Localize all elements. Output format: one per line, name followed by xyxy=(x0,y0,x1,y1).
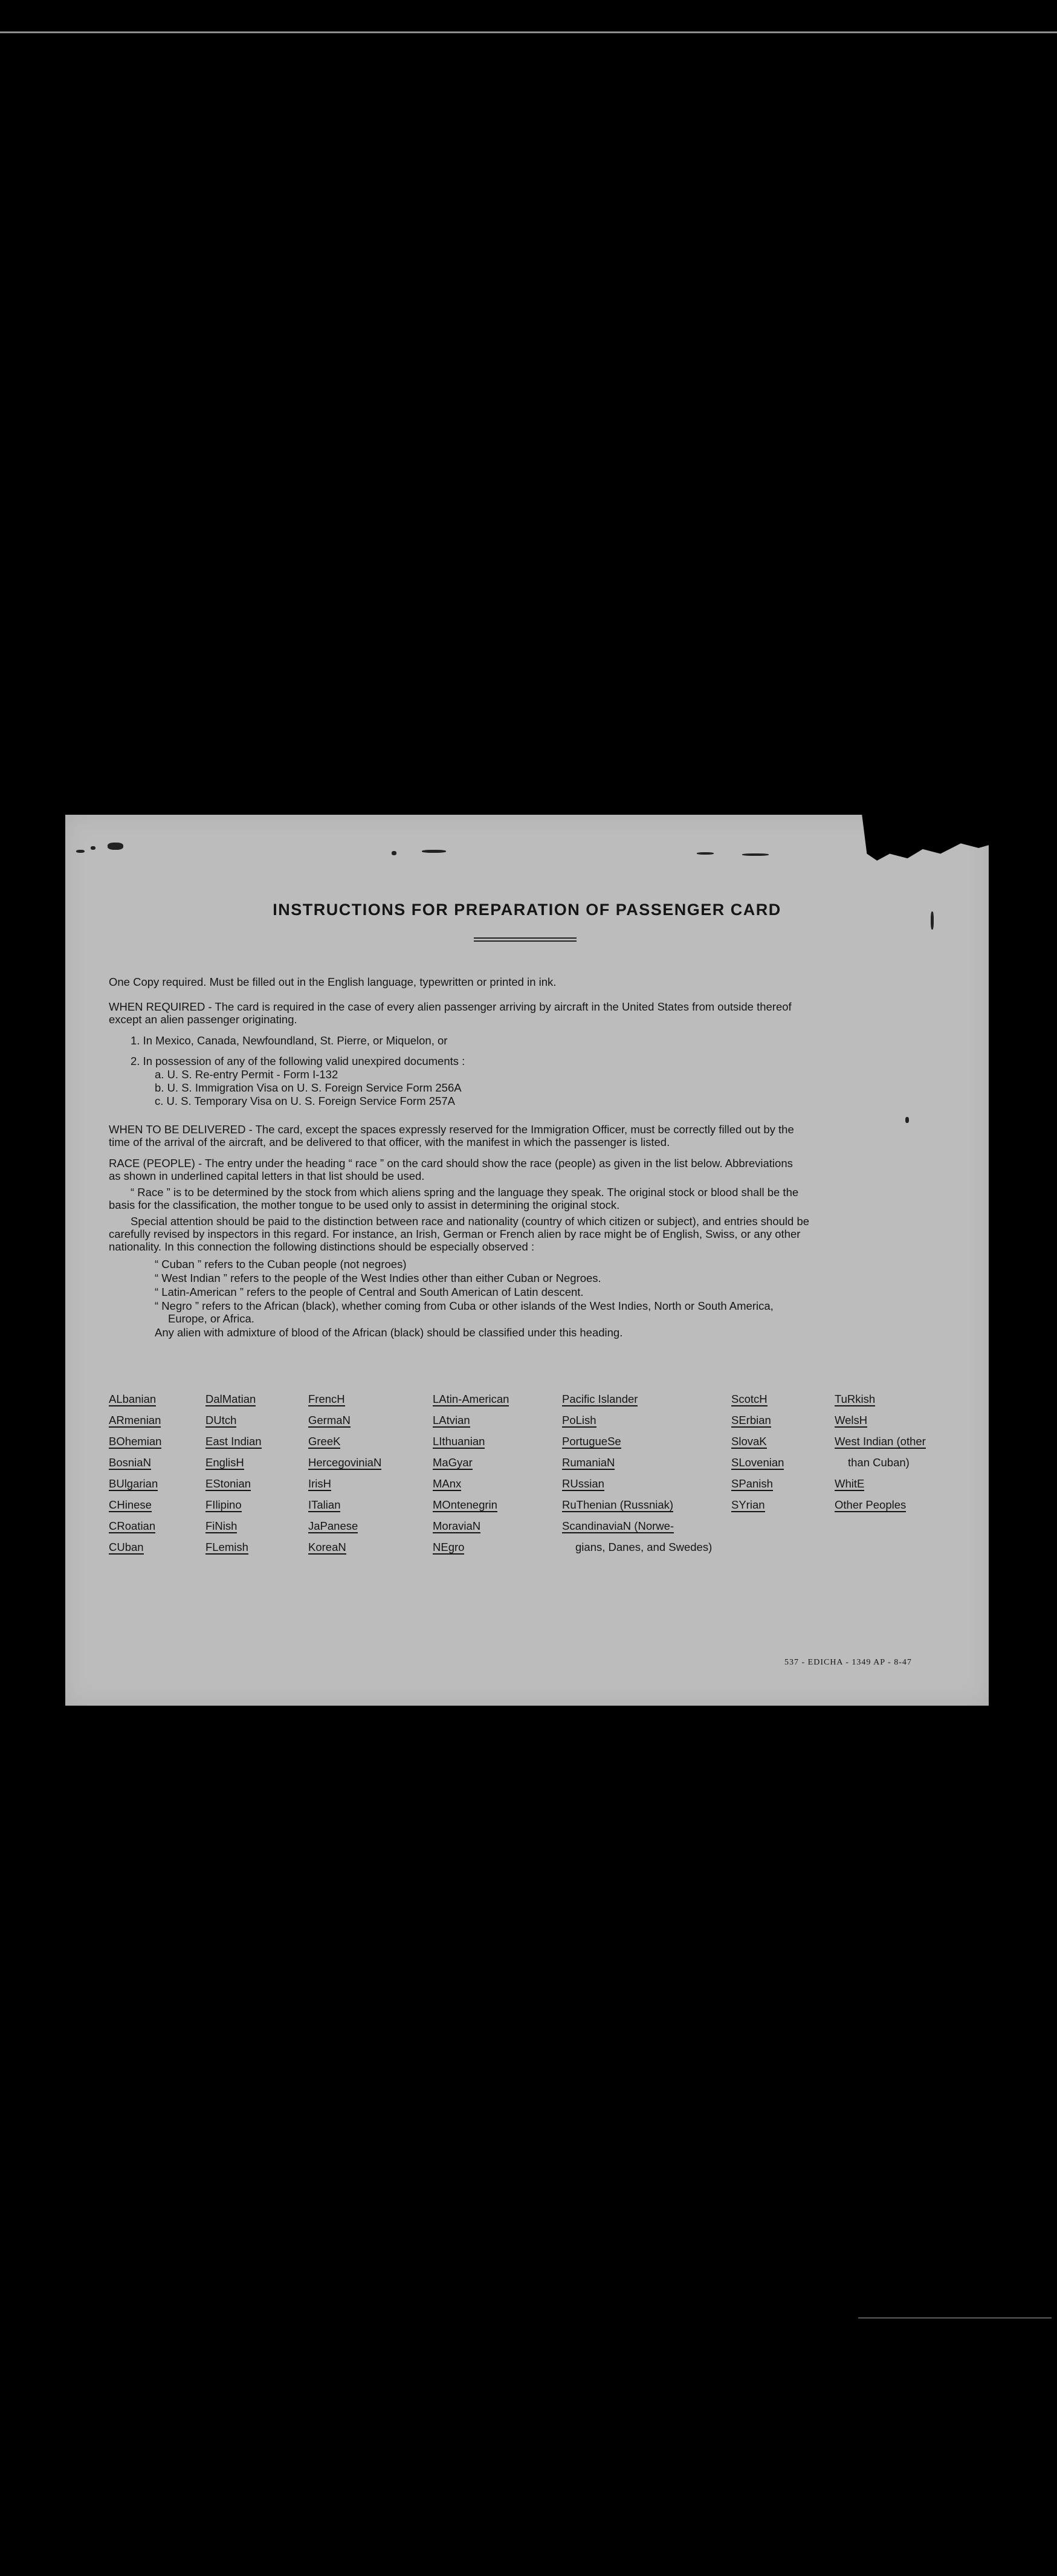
race-entry: GermaN xyxy=(308,1414,351,1426)
race-entry: NEgro xyxy=(433,1541,465,1553)
race-entry: CRoatian xyxy=(109,1519,156,1532)
race-entry: ScandinaviaN (Norwe- xyxy=(562,1519,674,1532)
race-entry: TuRkish xyxy=(835,1393,876,1405)
definition-west-indian: “ West Indian ” refers to the people of the West Indies other than either Cuban or Negroes. xyxy=(155,1272,601,1284)
race-entry: MoraviaN xyxy=(433,1519,481,1532)
admixture-note: Any alien with admixture of blood of the African (black) should be classified under this heading. xyxy=(155,1326,623,1339)
race-column-1 xyxy=(109,1393,161,1562)
race-entry: RUssian xyxy=(562,1477,604,1490)
race-entry: CHinese xyxy=(109,1498,152,1511)
race-definition-line-2: basis for the classification, the mother tongue to be used only to assist in determining the original stock. xyxy=(109,1199,620,1211)
requirement-item-2a: a. U. S. Re-entry Permit - Form I-132 xyxy=(155,1068,338,1081)
requirement-item-1: 1. In Mexico, Canada, Newfoundland, St. Pierre, or Miquelon, or xyxy=(131,1034,448,1047)
race-entry: WhitE xyxy=(835,1477,865,1490)
when-delivered-line-1: WHEN TO BE DELIVERED - The card, except the spaces expressly reserved for the Immigration Officer, must be correctly filled out by the xyxy=(109,1123,794,1136)
scan-speck xyxy=(91,846,95,850)
race-entry: East Indian xyxy=(205,1435,262,1448)
race-entry: JaPanese xyxy=(308,1519,358,1532)
race-entry: SPanish xyxy=(731,1477,773,1490)
race-entry: SYrian xyxy=(731,1498,765,1511)
race-entry: KoreaN xyxy=(308,1541,346,1553)
race-entry: FLemish xyxy=(205,1541,248,1553)
race-entry-continuation: gians, Danes, and Swedes) xyxy=(575,1541,713,1553)
requirement-item-2b: b. U. S. Immigration Visa on U. S. Foreign Service Form 256A xyxy=(155,1081,462,1094)
definition-negro-line-1: “ Negro ” refers to the African (black), whether coming from Cuba or other islands of the West Indies, North or South America, xyxy=(155,1299,774,1312)
when-required-line-1: WHEN REQUIRED - The card is required in the case of every alien passenger arriving by aircraft in the United States from outside thereof xyxy=(109,1000,792,1013)
race-entry: MAnx xyxy=(433,1477,462,1490)
race-entry: EnglisH xyxy=(205,1456,244,1469)
race-entry: ScotcH xyxy=(731,1393,768,1405)
race-entry: DUtch xyxy=(205,1414,237,1426)
race-entry: IrisH xyxy=(308,1477,332,1490)
document-title: INSTRUCTIONS FOR PREPARATION OF PASSENGER CARD xyxy=(273,901,781,919)
race-entry: BOhemian xyxy=(109,1435,162,1448)
scan-speck xyxy=(697,852,714,855)
scan-speck xyxy=(76,850,85,853)
race-entry: ALbanian xyxy=(109,1393,157,1405)
race-entry: MOntenegrin xyxy=(433,1498,497,1511)
requirement-item-2: 2. In possession of any of the following valid unexpired documents : xyxy=(131,1055,465,1067)
race-entry: Other Peoples xyxy=(835,1498,907,1511)
scan-speck xyxy=(905,1117,909,1123)
special-attention-line-2: carefully revised by inspectors in this regard. For instance, an Irish, German or French alien by race might be of English, Swiss, or any other xyxy=(109,1228,801,1240)
scan-scratch xyxy=(858,2317,1052,2319)
race-column-4 xyxy=(433,1393,509,1562)
definition-cuban: “ Cuban ” refers to the Cuban people (not negroes) xyxy=(155,1258,407,1270)
race-entry: PoLish xyxy=(562,1414,596,1426)
race-entry: FIlipino xyxy=(205,1498,242,1511)
torn-corner xyxy=(862,814,989,871)
race-entry: DalMatian xyxy=(205,1393,256,1405)
race-entry: West Indian (other xyxy=(835,1435,926,1448)
race-entry: PortugueSe xyxy=(562,1435,621,1448)
scan-speck xyxy=(108,843,123,850)
race-definition-line-1: “ Race ” is to be determined by the stock from which aliens spring and the language they speak. The original stock or blood shall be the xyxy=(131,1186,799,1199)
race-column-3 xyxy=(308,1393,381,1562)
race-column-6 xyxy=(731,1393,784,1519)
race-entry: LIthuanian xyxy=(433,1435,485,1448)
race-entry: BosniaN xyxy=(109,1456,151,1469)
race-line-2: as shown in underlined capital letters in that list should be used. xyxy=(109,1170,425,1182)
race-entry: FiNish xyxy=(205,1519,238,1532)
race-entry: HercegoviniaN xyxy=(308,1456,382,1469)
scan-top-edge-line xyxy=(0,31,1057,33)
race-entry: BUlgarian xyxy=(109,1477,158,1490)
race-entry: LAtvian xyxy=(433,1414,470,1426)
scan-speck xyxy=(392,851,396,855)
race-entry-continuation: than Cuban) xyxy=(848,1456,910,1469)
race-entry: ARmenian xyxy=(109,1414,161,1426)
race-entry: CUban xyxy=(109,1541,144,1553)
race-column-7 xyxy=(835,1393,926,1519)
definition-negro-line-2: Europe, or Africa. xyxy=(168,1312,254,1325)
race-entry: FrencH xyxy=(308,1393,345,1405)
passenger-card-instructions xyxy=(65,815,989,1706)
race-entry: MaGyar xyxy=(433,1456,473,1469)
when-required-line-2: except an alien passenger originating. xyxy=(109,1013,297,1026)
race-entry: RuThenian (Russniak) xyxy=(562,1498,674,1511)
race-entry: LAtin-American xyxy=(433,1393,509,1405)
race-column-2 xyxy=(205,1393,262,1562)
scan-speck xyxy=(422,850,446,853)
requirement-item-2c: c. U. S. Temporary Visa on U. S. Foreign Service Form 257A xyxy=(155,1095,455,1107)
race-entry: WelsH xyxy=(835,1414,868,1426)
race-entry: SLovenian xyxy=(731,1456,784,1469)
race-column-5 xyxy=(562,1393,712,1562)
race-entry: EStonian xyxy=(205,1477,251,1490)
race-entry: Pacific Islander xyxy=(562,1393,638,1405)
title-rule xyxy=(474,940,577,942)
race-line-1: RACE (PEOPLE) - The entry under the heading “ race ” on the card should show the race (people) as given in the list below. Abbreviations xyxy=(109,1157,793,1170)
race-entry: ITalian xyxy=(308,1498,341,1511)
title-rule xyxy=(474,937,577,939)
race-entry: SlovaK xyxy=(731,1435,767,1448)
special-attention-line-1: Special attention should be paid to the distinction between race and nationality (country of which citizen or subject), and entries should be xyxy=(131,1215,810,1228)
scan-speck xyxy=(742,853,769,856)
race-entry: SErbian xyxy=(731,1414,771,1426)
definition-latin-american: “ Latin-American ” refers to the people of Central and South American of Latin descent. xyxy=(155,1286,584,1298)
race-entry: RumaniaN xyxy=(562,1456,615,1469)
intro-line: One Copy required. Must be filled out in the English language, typewritten or printed in ink. xyxy=(109,976,557,988)
when-delivered-line-2: time of the arrival of the aircraft, and be delivered to that officer, with the manifest in which the passenger is listed. xyxy=(109,1136,670,1148)
special-attention-line-3: nationality. In this connection the following distinctions should be especially observed : xyxy=(109,1240,535,1253)
form-number: 537 - EDICHA - 1349 AP - 8-47 xyxy=(784,1658,912,1667)
race-entry: GreeK xyxy=(308,1435,341,1448)
